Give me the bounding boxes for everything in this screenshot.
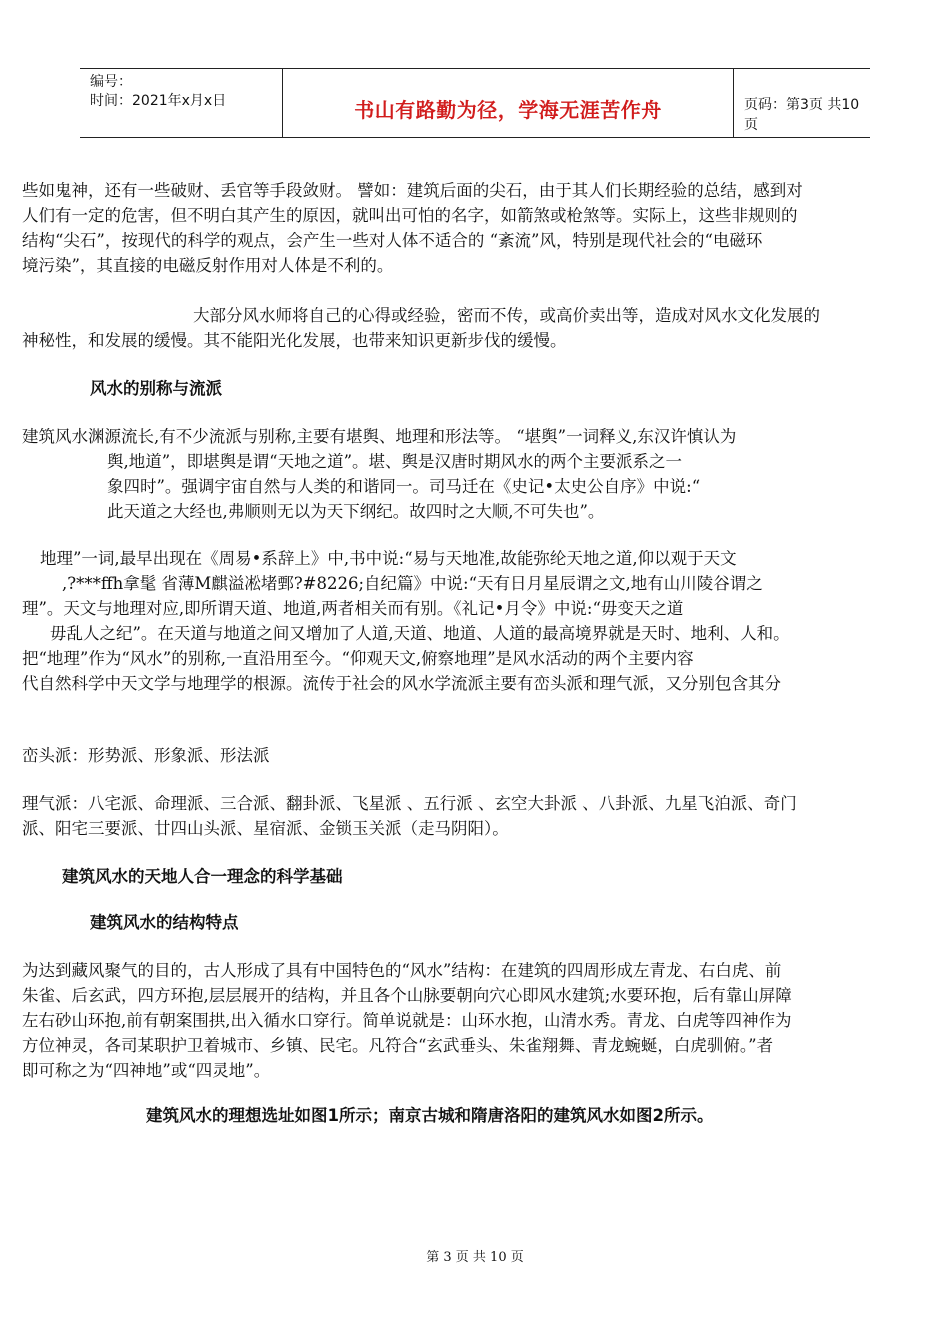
- text-line: 人们有一定的危害，但不明白其产生的原因，就叫出可怕的名字，如箭煞或枪煞等。实际上，这些非规则的: [22, 206, 798, 225]
- section-heading: 建筑风水的结构特点: [90, 913, 239, 932]
- page-info: 页码：第3页 共10页: [744, 97, 860, 133]
- text-line: 理气派：八宅派、命理派、三合派、翻卦派、飞星派 、五行派 、玄空大卦派 、八卦派、九星飞泊派、奇门: [22, 794, 797, 813]
- text-line: 境污染”，其直接的电磁反射作用对人体是不利的。: [22, 256, 394, 275]
- text-line: 结构“尖石”，按现代的科学的观点，会产生一些对人体不适合的 “紊流”风，特别是现代社会的“电磁环: [22, 231, 763, 250]
- header-table: [80, 68, 870, 138]
- page-footer: 第 3 页 共 10 页: [426, 1250, 524, 1265]
- figure-caption-heading: 建筑风水的理想选址如图1所示；南京古城和隋唐洛阳的建筑风水如图2所示。: [146, 1106, 714, 1125]
- text-line: 为达到藏风聚气的目的，古人形成了具有中国特色的“风水”结构：在建筑的四周形成左青龙、右白虎、前: [22, 961, 782, 980]
- text-line: 把“地理”作为“风水”的别称,一直沿用至今。“仰观天文,俯察地理”是风水活动的两个主要内容: [22, 649, 694, 668]
- text-line: 朱雀、后玄武，四方环抱,层层展开的结构，并且各个山脉要朝向穴心即风水建筑;水要环抱，后有靠山屏障: [22, 986, 792, 1005]
- text-line: 即可称之为“四神地”或“四灵地”。: [22, 1061, 271, 1080]
- header-page-cell: [734, 69, 870, 137]
- text-line: 理”。天文与地理对应,即所谓天道、地道,两者相关而有别。《礼记•月令》中说:“毋变天之道: [22, 599, 684, 618]
- text-line: 此天道之大经也,弗顺则无以为天下纲纪。故四时之大顺,不可失也”。: [107, 502, 605, 521]
- header-motto-cell: [282, 69, 734, 137]
- text-line: 代自然科学中天文学与地理学的根源。流传于社会的风水学流派主要有峦头派和理气派，又分别包含其分: [22, 674, 781, 693]
- time-label: 时间：2021年x月x日: [90, 93, 227, 109]
- text-line: ,?***ffh拿髦 省薄M麒溢凇堵鄄?#8226;自纪篇》中说:“天有日月星辰谓之文,地有山川陵谷谓之: [62, 574, 763, 593]
- serial-label: 编号：: [90, 74, 132, 90]
- text-line: 些如鬼神，还有一些破财、丢官等手段敛财。 譬如：建筑后面的尖石，由于其人们长期经验的总结，感到对: [22, 181, 803, 200]
- section-heading: 建筑风水的天地人合一理念的科学基础: [62, 867, 343, 886]
- text-line: 毋乱人之纪”。在天道与地道之间又增加了人道,天道、地道、人道的最高境界就是天时、地利、人和。: [50, 624, 790, 643]
- text-line: 象四时”。强调宇宙自然与人类的和谐同一。司马迁在《史记•太史公自序》中说:“: [107, 477, 701, 496]
- text-line: 峦头派：形势派、形象派、形法派: [22, 746, 270, 765]
- text-line: 舆,地道”，即堪舆是谓“天地之道”。堪、舆是汉唐时期风水的两个主要派系之一: [107, 452, 683, 471]
- text-line: 地理”一词,最早出现在《周易•系辞上》中,书中说:“易与天地准,故能弥纶天地之道,仰以观于天文: [40, 549, 737, 568]
- text-line: 建筑风水渊源流长,有不少流派与别称,主要有堪舆、地理和形法等。 “堪舆”一词释义,东汉许慎认为: [22, 427, 737, 446]
- text-line: 大部分风水师将自己的心得或经验，密而不传，或高价卖出等，造成对风水文化发展的: [193, 306, 820, 325]
- text-line: 派、阳宅三要派、廿四山头派、星宿派、金锁玉关派（走马阴阳）。: [22, 819, 509, 838]
- section-heading: 风水的别称与流派: [90, 379, 222, 398]
- header-meta-cell: [80, 69, 282, 137]
- text-line: 神秘性，和发展的缓慢。其不能阳光化发展，也带来知识更新步伐的缓慢。: [22, 331, 567, 350]
- motto: 书山有路勤为径，学海无涯苦作舟: [354, 98, 662, 122]
- text-line: 左右砂山环抱,前有朝案围拱,出入循水口穿行。简单说就是：山环水抱，山清水秀。青龙、白虎等四神作为: [22, 1011, 792, 1030]
- text-line: 方位神灵，各司某职护卫着城市、乡镇、民宅。凡符合“玄武垂头、朱雀翔舞、青龙蜿蜒，白虎驯俯。”者: [22, 1036, 774, 1055]
